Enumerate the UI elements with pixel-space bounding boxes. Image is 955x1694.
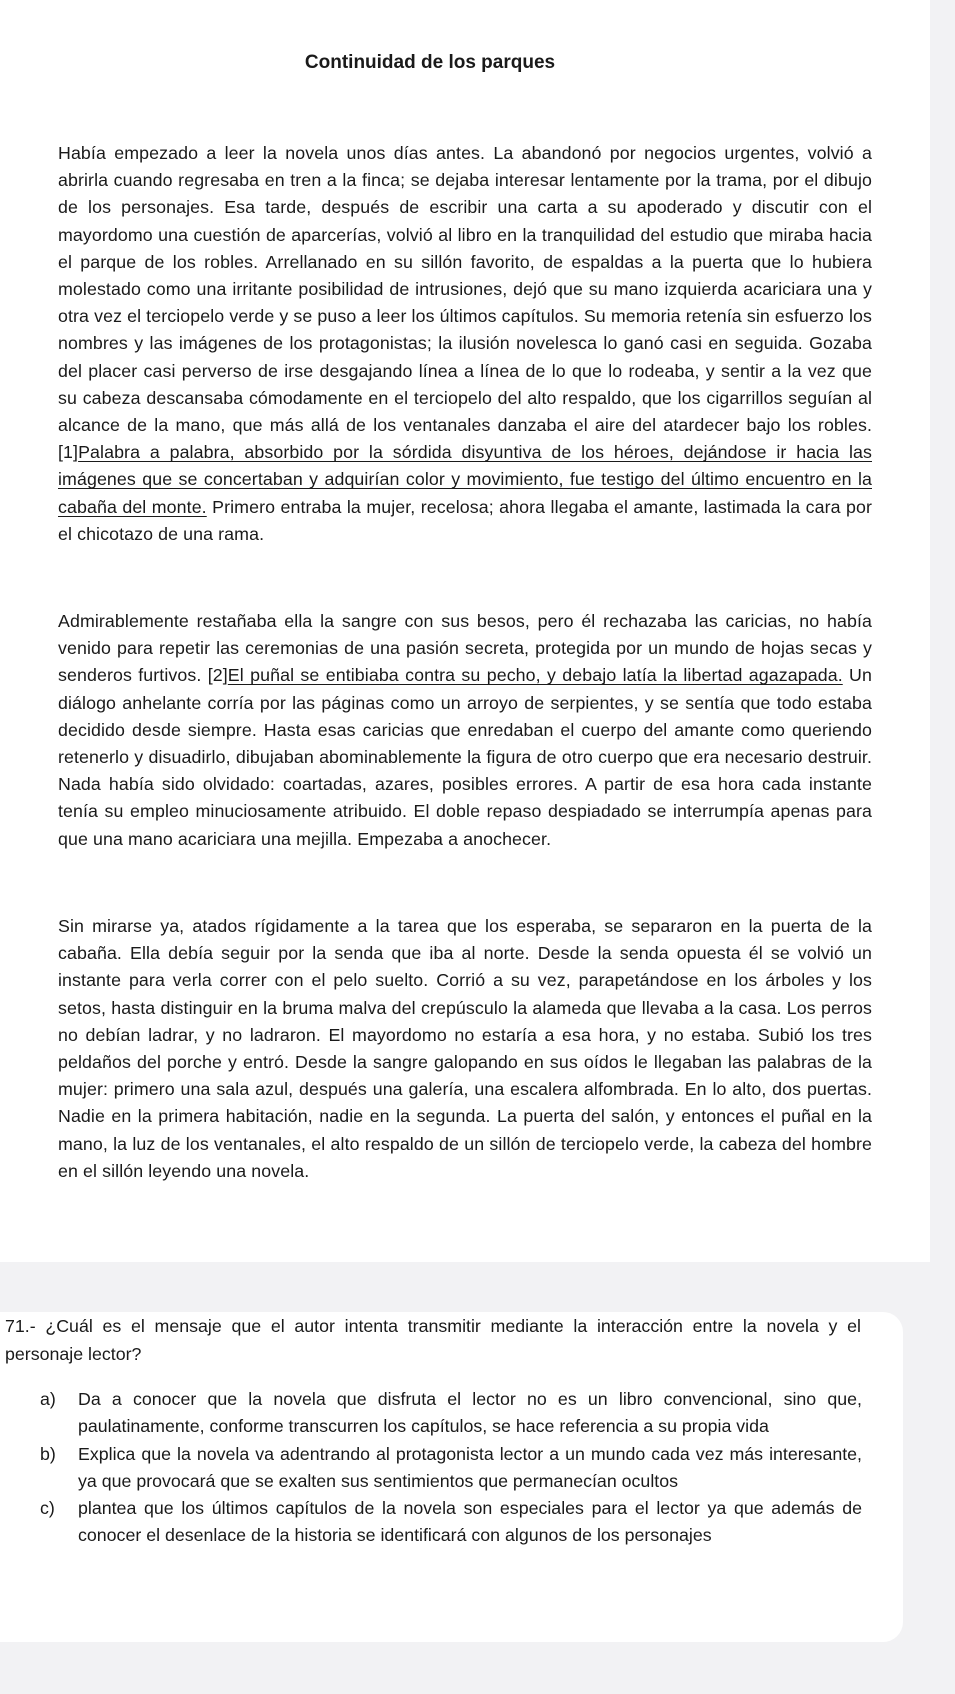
- option-b-letter: b): [40, 1443, 56, 1464]
- paragraph-2-text: Admirablemente restañaba ella la sangre con sus besos, pero él rechazaba las caricias, no había venido para repetir las ceremonias de una pasión secreta, protegida por un mundo de hojas secas y senderos furtivos. [2]: [58, 611, 872, 686]
- question-text: 71.- ¿Cuál es el mensaje que el autor intenta transmitir mediante la interacción entre la novela y el personaje lector?: [5, 1316, 861, 1364]
- answer-options: [40, 1386, 862, 1550]
- option-c-text: plantea que los últimos capítulos de la novela son especiales para el lector ya que además de conocer el desenlace de la historia se identificará con algunos de los personajes: [78, 1498, 862, 1546]
- option-c-letter: c): [40, 1498, 55, 1519]
- passage-paragraph-1: [58, 140, 872, 548]
- option-a-text: Da a conocer que la novela que disfruta el lector no es un libro convencional, sino que, paulatinamente, conforme transcurren los capítulos, se hace referencia a su propia vida: [78, 1389, 862, 1437]
- passage-paragraph-2: [58, 608, 872, 853]
- paragraph-1-text-end: Primero entraba la mujer, recelosa; ahora llegaba el amante, lastimada la cara por el chicotazo de una rama.: [58, 496, 873, 544]
- option-b-text: Explica que la novela va adentrando al protagonista lector a un mundo cada vez más interesante, ya que provocará que se exalten sus sentimientos que permanecían ocultos: [78, 1443, 862, 1491]
- option-a[interactable]: [40, 1386, 862, 1441]
- passage-paragraph-3: Sin mirarse ya, atados rígidamente a la tarea que los esperaba, se separaron en la puerta de la cabaña. Ella debía seguir por la senda que iba al norte. Desde la senda opuesta él se volvió un instante para verla correr con el pelo suelto. Corrió a su vez, parapetándose en los árboles y los setos, hasta distinguir en la bruma malva del crepúsculo la alameda que llevaba a la casa. Los perros no debían ladrar, y no ladraron. El mayordomo no estaría a esa hora, y no estaba. Subió los tres peldaños del porche y entró. Desde la sangre galopando en sus oídos le llegaban las palabras de la mujer: primero una sala azul, después una galería, una escalera alfombrada. En lo alto, dos puertas. Nadie en la primera habitación, nadie en la segunda. La puerta del salón, y entonces el puñal en la mano, la luz de los ventanales, el alto respaldo de un sillón de terciopelo verde, la cabeza del hombre en el sillón leyendo una novela.: [58, 916, 872, 1181]
- paragraph-2-text-end: Un diálogo anhelante corría por las páginas como un arroyo de serpientes, y se sentía que todo estaba decidido desde siempre. Hasta esas caricias que enredaban el cuerpo del amante como queriendo retenerlo y disuadirlo, dibujaban abominablemente la figura de otro cuerpo que era necesario destruir. Nada había sido olvidado: coartadas, azares, posibles errores. A partir de esa hora cada instante tenía su empleo minuciosamente atribuido. El doble repaso despiadado se interrumpía apenas para que una mano acariciara una mejilla. Empezaba a anochecer.: [58, 665, 872, 849]
- underlined-fragment-1: Palabra a palabra, absorbido por la sórdida disyuntiva de los héroes, dejándose ir hacia las imágenes que se concertaban y adquirían color y movimiento, fue testigo del último encuentro en la cabaña del monte.: [58, 442, 872, 517]
- passage-title: Continuidad de los parques: [304, 52, 556, 73]
- paragraph-1-text: Había empezado a leer la novela unos días antes. La abandonó por negocios urgentes, volvió a abrirla cuando regresaba en tren a la finca; se dejaba interesar lentamente por la trama, por el dibujo de los personajes. Esa tarde, después de escribir una carta a su apoderado y discutir con el mayordomo una cuestión de aparcerías, volvió al libro en la tranquilidad del estudio que miraba hacia el parque de los robles. Arrellanado en su sillón favorito, de espaldas a la puerta que lo hubiera molestado como una irritante posibilidad de intrusiones, dejó que su mano izquierda acariciara una y otra vez el terciopelo verde y se puso a leer los últimos capítulos. Su memoria retenía sin esfuerzo los nombres y las imágenes de los protagonistas; la ilusión novelesca lo ganó casi en seguida. Gozaba del placer casi perverso de irse desgajando línea a línea de lo que lo rodeaba, y sentir a la vez que su cabeza descansaba cómodamente en el terciopelo del alto respaldo, que los cigarrillos seguían al alcance de la mano, que más allá de los ventanales danzaba el aire del atardecer bajo los robles. [1]: [58, 143, 872, 463]
- option-c[interactable]: [40, 1495, 862, 1550]
- option-b[interactable]: [40, 1441, 862, 1496]
- option-a-letter: a): [40, 1389, 56, 1409]
- underlined-fragment-2: El puñal se entibiaba contra su pecho, y debajo latía la libertad agazapada.: [227, 665, 843, 686]
